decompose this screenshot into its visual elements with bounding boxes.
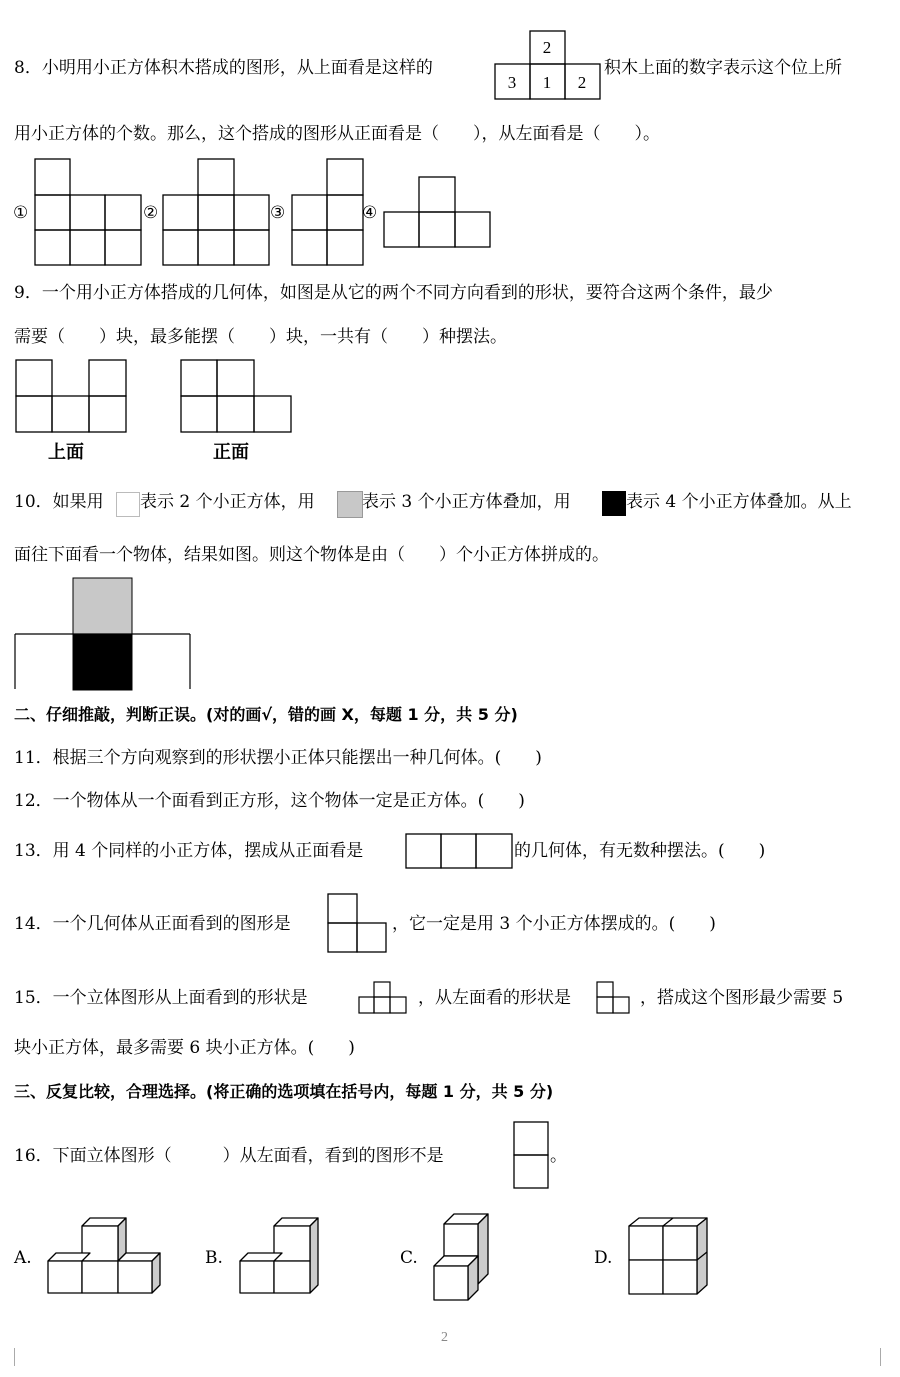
q10-text-a: 10．如果用 <box>14 492 104 512</box>
q16-option-d-figure <box>627 1216 711 1298</box>
q9-top-view <box>15 359 130 435</box>
q16-option-d-label: D. <box>594 1248 613 1268</box>
q8-grid-num-left: 3 <box>507 73 517 92</box>
section3-heading: 三、反复比较，合理选择。(将正确的选项填在括号内，每题 1 分，共 5 分) <box>14 1082 554 1101</box>
q15-top-view-figure <box>358 981 408 1015</box>
q10-text-c: 表示 3 个小正方体叠加，用 <box>362 492 571 512</box>
q11-text: 11．根据三个方向观察到的形状摆小正体只能摆出一种几何体。( ) <box>14 748 542 768</box>
q16-option-a-label: A. <box>14 1248 32 1268</box>
q16-text-a: 16．下面立体图形（ ）从左面看，看到的图形不是 <box>14 1146 444 1166</box>
q16-option-b-label: B. <box>205 1248 223 1268</box>
q16-text-b: 。 <box>550 1146 567 1166</box>
q8-option-1-figure <box>34 158 144 268</box>
q10-text-d: 表示 4 个小正方体叠加。从上 <box>626 492 852 512</box>
q15-left-view-figure <box>596 981 632 1015</box>
q16-option-b-figure <box>238 1216 324 1296</box>
footer-right-tick <box>880 1348 881 1366</box>
q8-top-view-grid <box>494 30 604 102</box>
q9-text-line2: 需要（ ）块，最多能摆（ ）块，一共有（ ）种摆法。 <box>14 327 507 347</box>
q8-grid-num-mid: 1 <box>542 73 552 92</box>
q8-option-2-figure <box>162 158 272 268</box>
q9-front-view <box>180 359 295 435</box>
q9-label-front: 正面 <box>213 442 249 463</box>
q10-white-square-icon <box>116 492 140 517</box>
page-number: 2 <box>441 1330 448 1345</box>
q8-text-line2: 用小正方体的个数。那么，这个搭成的图形从正面看是（ ），从左面看是（ ）。 <box>14 124 660 144</box>
q15-text-a: 15．一个立体图形从上面看到的形状是 <box>14 988 308 1008</box>
q14-text-a: 14．一个几何体从正面看到的图形是 <box>14 914 291 934</box>
q16-option-a-figure <box>46 1216 164 1296</box>
q8-option-4-figure <box>383 176 495 250</box>
q8-text-a: 8．小明用小正方体积木搭成的图形，从上面看是这样的 <box>14 58 433 78</box>
q8-text-b: 积木上面的数字表示这个位上所 <box>604 58 842 78</box>
q8-option-mark-3: ③ <box>270 203 286 223</box>
q10-gray-square-icon <box>337 491 363 518</box>
q15-text-line2: 块小正方体，最多需要 6 块小正方体。( ) <box>14 1038 355 1058</box>
q13-text-b: 的几何体，有无数种摆法。( ) <box>514 841 766 861</box>
q16-left-view-figure <box>513 1121 551 1191</box>
q15-text-b: ，从左面看的形状是 <box>418 988 571 1008</box>
q8-option-mark-2: ② <box>143 203 159 223</box>
q13-front-view-figure <box>405 833 515 871</box>
q9-label-top: 上面 <box>48 442 84 463</box>
section2-heading: 二、仔细推敲，判断正误。(对的画√，错的画 X，每题 1 分，共 5 分) <box>14 705 518 724</box>
q12-text: 12．一个物体从一个面看到正方形，这个物体一定是正方体。( ) <box>14 791 525 811</box>
q10-top-view-figure <box>14 577 194 692</box>
q9-text-line1: 9．一个用小正方体搭成的几何体，如图是从它的两个不同方向看到的形状，要符合这两个条件，最少 <box>14 283 773 303</box>
q14-text-b: ，它一定是用 3 个小正方体摆成的。( ) <box>392 914 716 934</box>
q13-text-a: 13．用 4 个同样的小正方体，摆成从正面看是 <box>14 841 364 861</box>
q16-option-c-figure <box>432 1210 496 1306</box>
q14-front-view-figure <box>327 893 391 955</box>
q8-option-3-figure <box>291 158 367 268</box>
q8-option-mark-1: ① <box>13 203 29 223</box>
q8-grid-num-right: 2 <box>577 73 587 92</box>
q10-text-b: 表示 2 个小正方体，用 <box>140 492 315 512</box>
q16-option-c-label: C. <box>400 1248 418 1268</box>
q10-text-line2: 面往下面看一个物体，结果如图。则这个物体是由（ ）个小正方体拼成的。 <box>14 545 609 565</box>
q8-option-mark-4: ④ <box>362 203 378 223</box>
q10-black-square-icon <box>602 491 626 516</box>
q8-grid-num-top: 2 <box>542 38 552 57</box>
q15-text-c: ，搭成这个图形最少需要 5 <box>640 988 844 1008</box>
footer-left-tick <box>14 1348 15 1366</box>
